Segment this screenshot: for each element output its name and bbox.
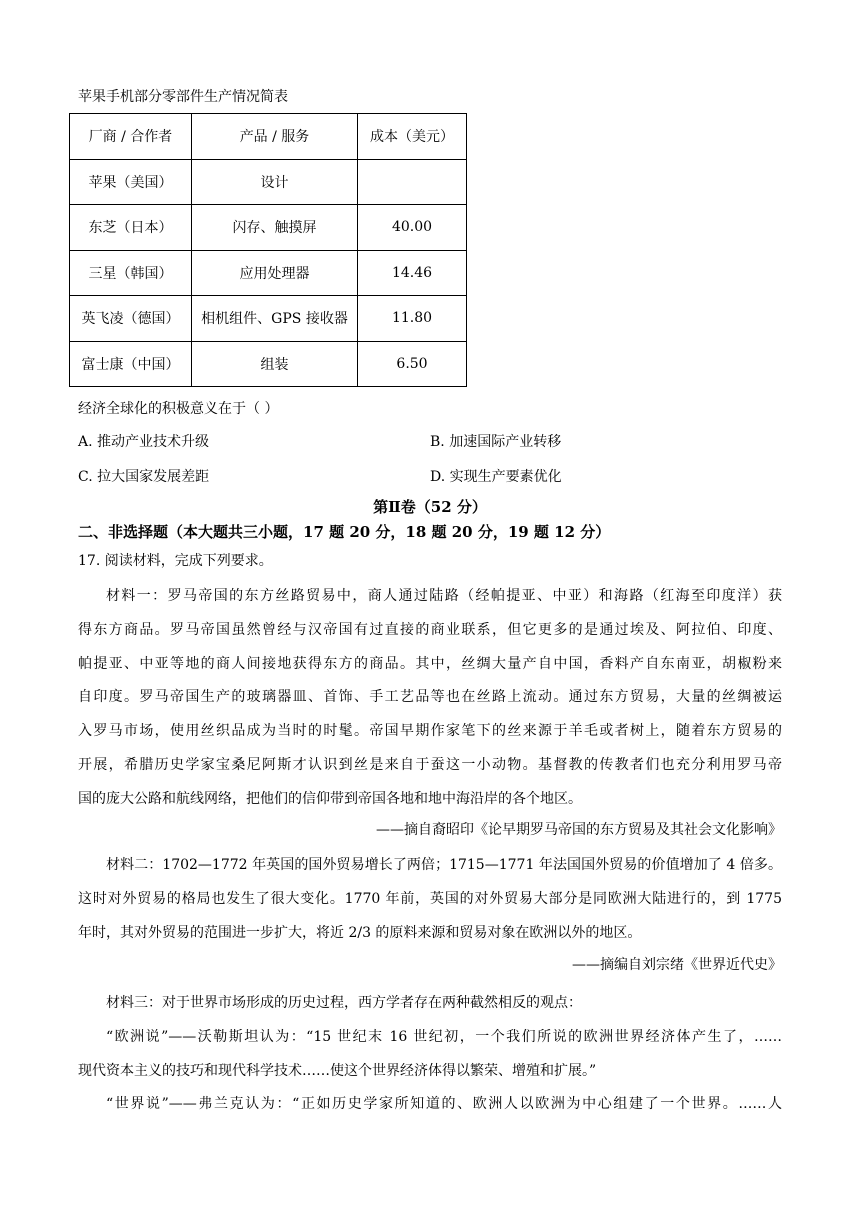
material-line: 材料二：1702—1772 年英国的国外贸易增长了两倍；1715—1771 年法国国外贸易的价值增加了 4 倍多。 [106, 857, 782, 873]
table-caption: 苹果手机部分零部件生产情况简表 [78, 89, 288, 105]
material-line: 自印度。罗马帝国生产的玻璃器皿、首饰、手工艺品等也在丝路上流动。通过东方贸易，大量的丝绸被运 [78, 689, 782, 706]
material-1-source: ——摘自裔昭印《论早期罗马帝国的东方贸易及其社会文化影响》 [376, 822, 782, 838]
material-3 [78, 987, 782, 1122]
option-b: B. 加速国际产业转移 [430, 434, 562, 450]
section-title: 第Ⅱ卷（52 分） [373, 498, 487, 516]
material-line: 开展，希腊历史学家宝桑尼阿斯才认识到丝是来自于蚕这一小动物。基督教的传教者们也充分利用罗马帝 [78, 756, 782, 773]
option-c: C. 拉大国家发展差距 [78, 469, 210, 485]
table-cell: 11.80 [358, 296, 467, 342]
table-cell: 应用处理器 [192, 250, 358, 296]
table-cell: 富士康（中国） [70, 341, 192, 387]
table-cell: 闪存、触摸屏 [192, 205, 358, 251]
material-line: 国的庞大公路和航线网络，把他们的信仰带到帝国各地和地中海沿岸的各个地区。 [78, 790, 582, 807]
parts-cost-table [69, 113, 467, 387]
question-17-prompt: 17. 阅读材料，完成下列要求。 [78, 553, 273, 569]
material-line: “欧洲说”——沃勒斯坦认为：“15 世纪末 16 世纪初，一个我们所说的欧洲世界经济体产生了，…… [106, 1028, 782, 1045]
material-line: 帕提亚、中亚等地的商人间接地获得东方的商品。其中，丝绸大量产自中国，香料产自东南亚，胡椒粉来 [78, 655, 782, 672]
material-line: 入罗马市场，使用丝织品成为当时的时髦。帝国早期作家笔下的丝来源于羊毛或者树上，随着东方贸易的 [78, 723, 782, 740]
question-stem: 经济全球化的积极意义在于（ ） [78, 401, 279, 417]
table-row [70, 296, 467, 342]
option-d: D. 实现生产要素优化 [430, 469, 562, 485]
material-line: 现代资本主义的技巧和现代科学技术……使这个世界经济体得以繁荣、增殖和扩展。” [78, 1062, 597, 1079]
material-1 [78, 580, 782, 817]
header-cell: 成本（美元） [358, 114, 467, 160]
table-cell: 设计 [192, 159, 358, 205]
header-cell: 厂商 / 合作者 [70, 114, 192, 160]
table-cell [358, 159, 467, 205]
table-cell: 6.50 [358, 341, 467, 387]
material-line: 得东方商品。罗马帝国虽然曾经与汉帝国有过直接的商业联系，但它更多的是通过埃及、阿拉伯、印度、 [78, 621, 782, 638]
table-row [70, 250, 467, 296]
table-cell: 40.00 [358, 205, 467, 251]
header-cell: 产品 / 服务 [192, 114, 358, 160]
table-cell: 相机组件、GPS 接收器 [192, 296, 358, 342]
material-line: 材料三：对于世界市场形成的历史过程，西方学者存在两种截然相反的观点： [106, 995, 582, 1011]
table-row [70, 159, 467, 205]
table-row [70, 341, 467, 387]
material-line: “世界说”——弗兰克认为：“正如历史学家所知道的、欧洲人以欧洲为中心组建了一个世界。……人 [106, 1096, 782, 1113]
material-2 [78, 849, 782, 950]
material-line: 这时对外贸易的格局也发生了很大变化。1770 年前，英国的对外贸易大部分是同欧洲大陆进行的，到 1775 [78, 890, 782, 907]
option-a: A. 推动产业技术升级 [78, 434, 210, 450]
table-cell: 东芝（日本） [70, 205, 192, 251]
table-row [70, 205, 467, 251]
table-cell: 三星（韩国） [70, 250, 192, 296]
material-line: 材料一：罗马帝国的东方丝路贸易中，商人通过陆路（经帕提亚、中亚）和海路（红海至印度洋）获 [106, 588, 782, 604]
table-cell: 英飞凌（德国） [70, 296, 192, 342]
table-cell: 组装 [192, 341, 358, 387]
material-line: 年时，其对外贸易的范围进一步扩大，将近 2/3 的原料来源和贸易对象在欧洲以外的地区。 [78, 924, 642, 941]
material-2-source: ——摘编自刘宗绪《世界近代史》 [572, 957, 782, 973]
table-cell: 14.46 [358, 250, 467, 296]
part-heading: 二、非选择题（本大题共三小题，17 题 20 分，18 题 20 分，19 题 12 分） [78, 523, 611, 541]
table-header-row [70, 114, 467, 160]
table-cell: 苹果（美国） [70, 159, 192, 205]
